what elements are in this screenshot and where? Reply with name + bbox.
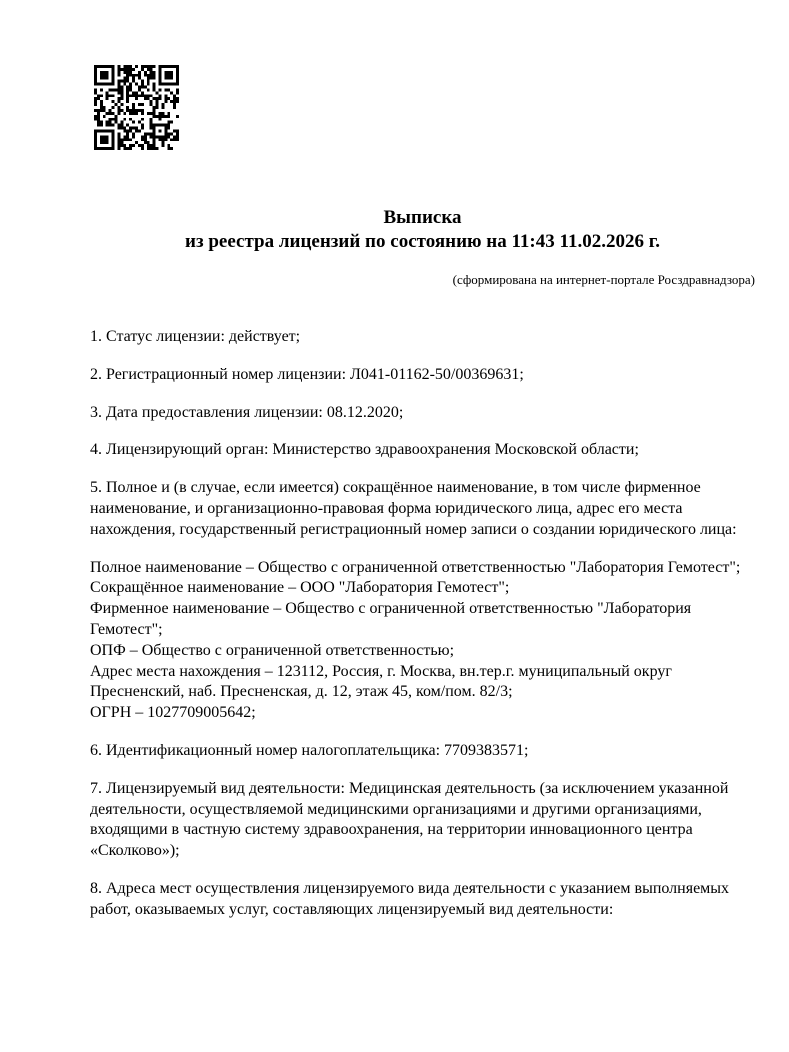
text-line: 5. Полное и (в случае, если имеется) сокращённое наименование, в том числе фирменное: [90, 479, 701, 497]
text-line: ОГРН – 1027709005642;: [90, 704, 256, 722]
document-subtitle: (сформирована на интернет-портале Росздравнадзора): [452, 272, 755, 287]
text-line: работ, оказываемых услуг, составляющих лицензируемый вид деятельности:: [90, 900, 614, 918]
paragraph-names-intro: [90, 478, 770, 540]
text-line: Гемотест";: [90, 620, 163, 638]
title-line-2: из реестра лицензий по состоянию на 11:43 11.02.2026 г.: [185, 230, 660, 252]
paragraph-license-date: [90, 403, 770, 424]
text-line: «Сколково»);: [90, 842, 180, 860]
document-title: [90, 206, 755, 253]
paragraph-activity-addresses-intro: [90, 879, 770, 921]
paragraph-organization-details: [90, 558, 770, 724]
text-line: Пресненский, наб. Пресненская, д. 12, этаж 45, ком/пом. 82/3;: [90, 683, 513, 701]
text-line: наименование, и организационно-правовая форма юридического лица, адрес его места: [90, 499, 683, 517]
paragraph-license-status: [90, 327, 770, 348]
text-line: 6. Идентификационный номер налогоплательщика: 7709383571;: [90, 741, 529, 759]
paragraph-licensing-authority: [90, 440, 770, 461]
document-body: [90, 327, 770, 938]
qr-code-icon: [94, 65, 179, 150]
title-line-1: Выписка: [383, 207, 462, 228]
text-line: 8. Адреса мест осуществления лицензируемого вида деятельности с указанием выполняемых: [90, 879, 730, 897]
text-line: входящими в частную систему здравоохранения, на территории инновационного центра: [90, 821, 693, 839]
text-line: Фирменное наименование – Общество с ограниченной ответственностью "Лаборатория: [90, 600, 692, 618]
paragraph-taxpayer-number: [90, 741, 770, 762]
paragraph-registration-number: [90, 365, 770, 386]
text-line: 2. Регистрационный номер лицензии: Л041-01162-50/00369631;: [90, 365, 524, 383]
text-line: Сокращённое наименование – ООО "Лаборатория Гемотест";: [90, 579, 510, 597]
text-line: ОПФ – Общество с ограниченной ответственностью;: [90, 641, 455, 659]
text-line: Полное наименование – Общество с ограниченной ответственностью "Лаборатория Гемотест";: [90, 558, 741, 576]
text-line: деятельности, осуществляемой медицинскими организациями и другими организациями,: [90, 800, 702, 818]
text-line: нахождения, государственный регистрационный номер записи о создании юридического лица:: [90, 520, 737, 538]
text-line: 7. Лицензируемый вид деятельности: Медицинская деятельность (за исключением указанной: [90, 779, 729, 797]
text-line: 4. Лицензирующий орган: Министерство здравоохранения Московской области;: [90, 441, 639, 459]
text-line: 1. Статус лицензии: действует;: [90, 328, 301, 345]
qr-pattern: [94, 65, 179, 150]
paragraph-licensed-activity: [90, 779, 770, 862]
text-line: 3. Дата предоставления лицензии: 08.12.2020;: [90, 403, 404, 421]
text-line: Адрес места нахождения – 123112, Россия, г. Москва, вн.тер.г. муниципальный округ: [90, 662, 672, 680]
